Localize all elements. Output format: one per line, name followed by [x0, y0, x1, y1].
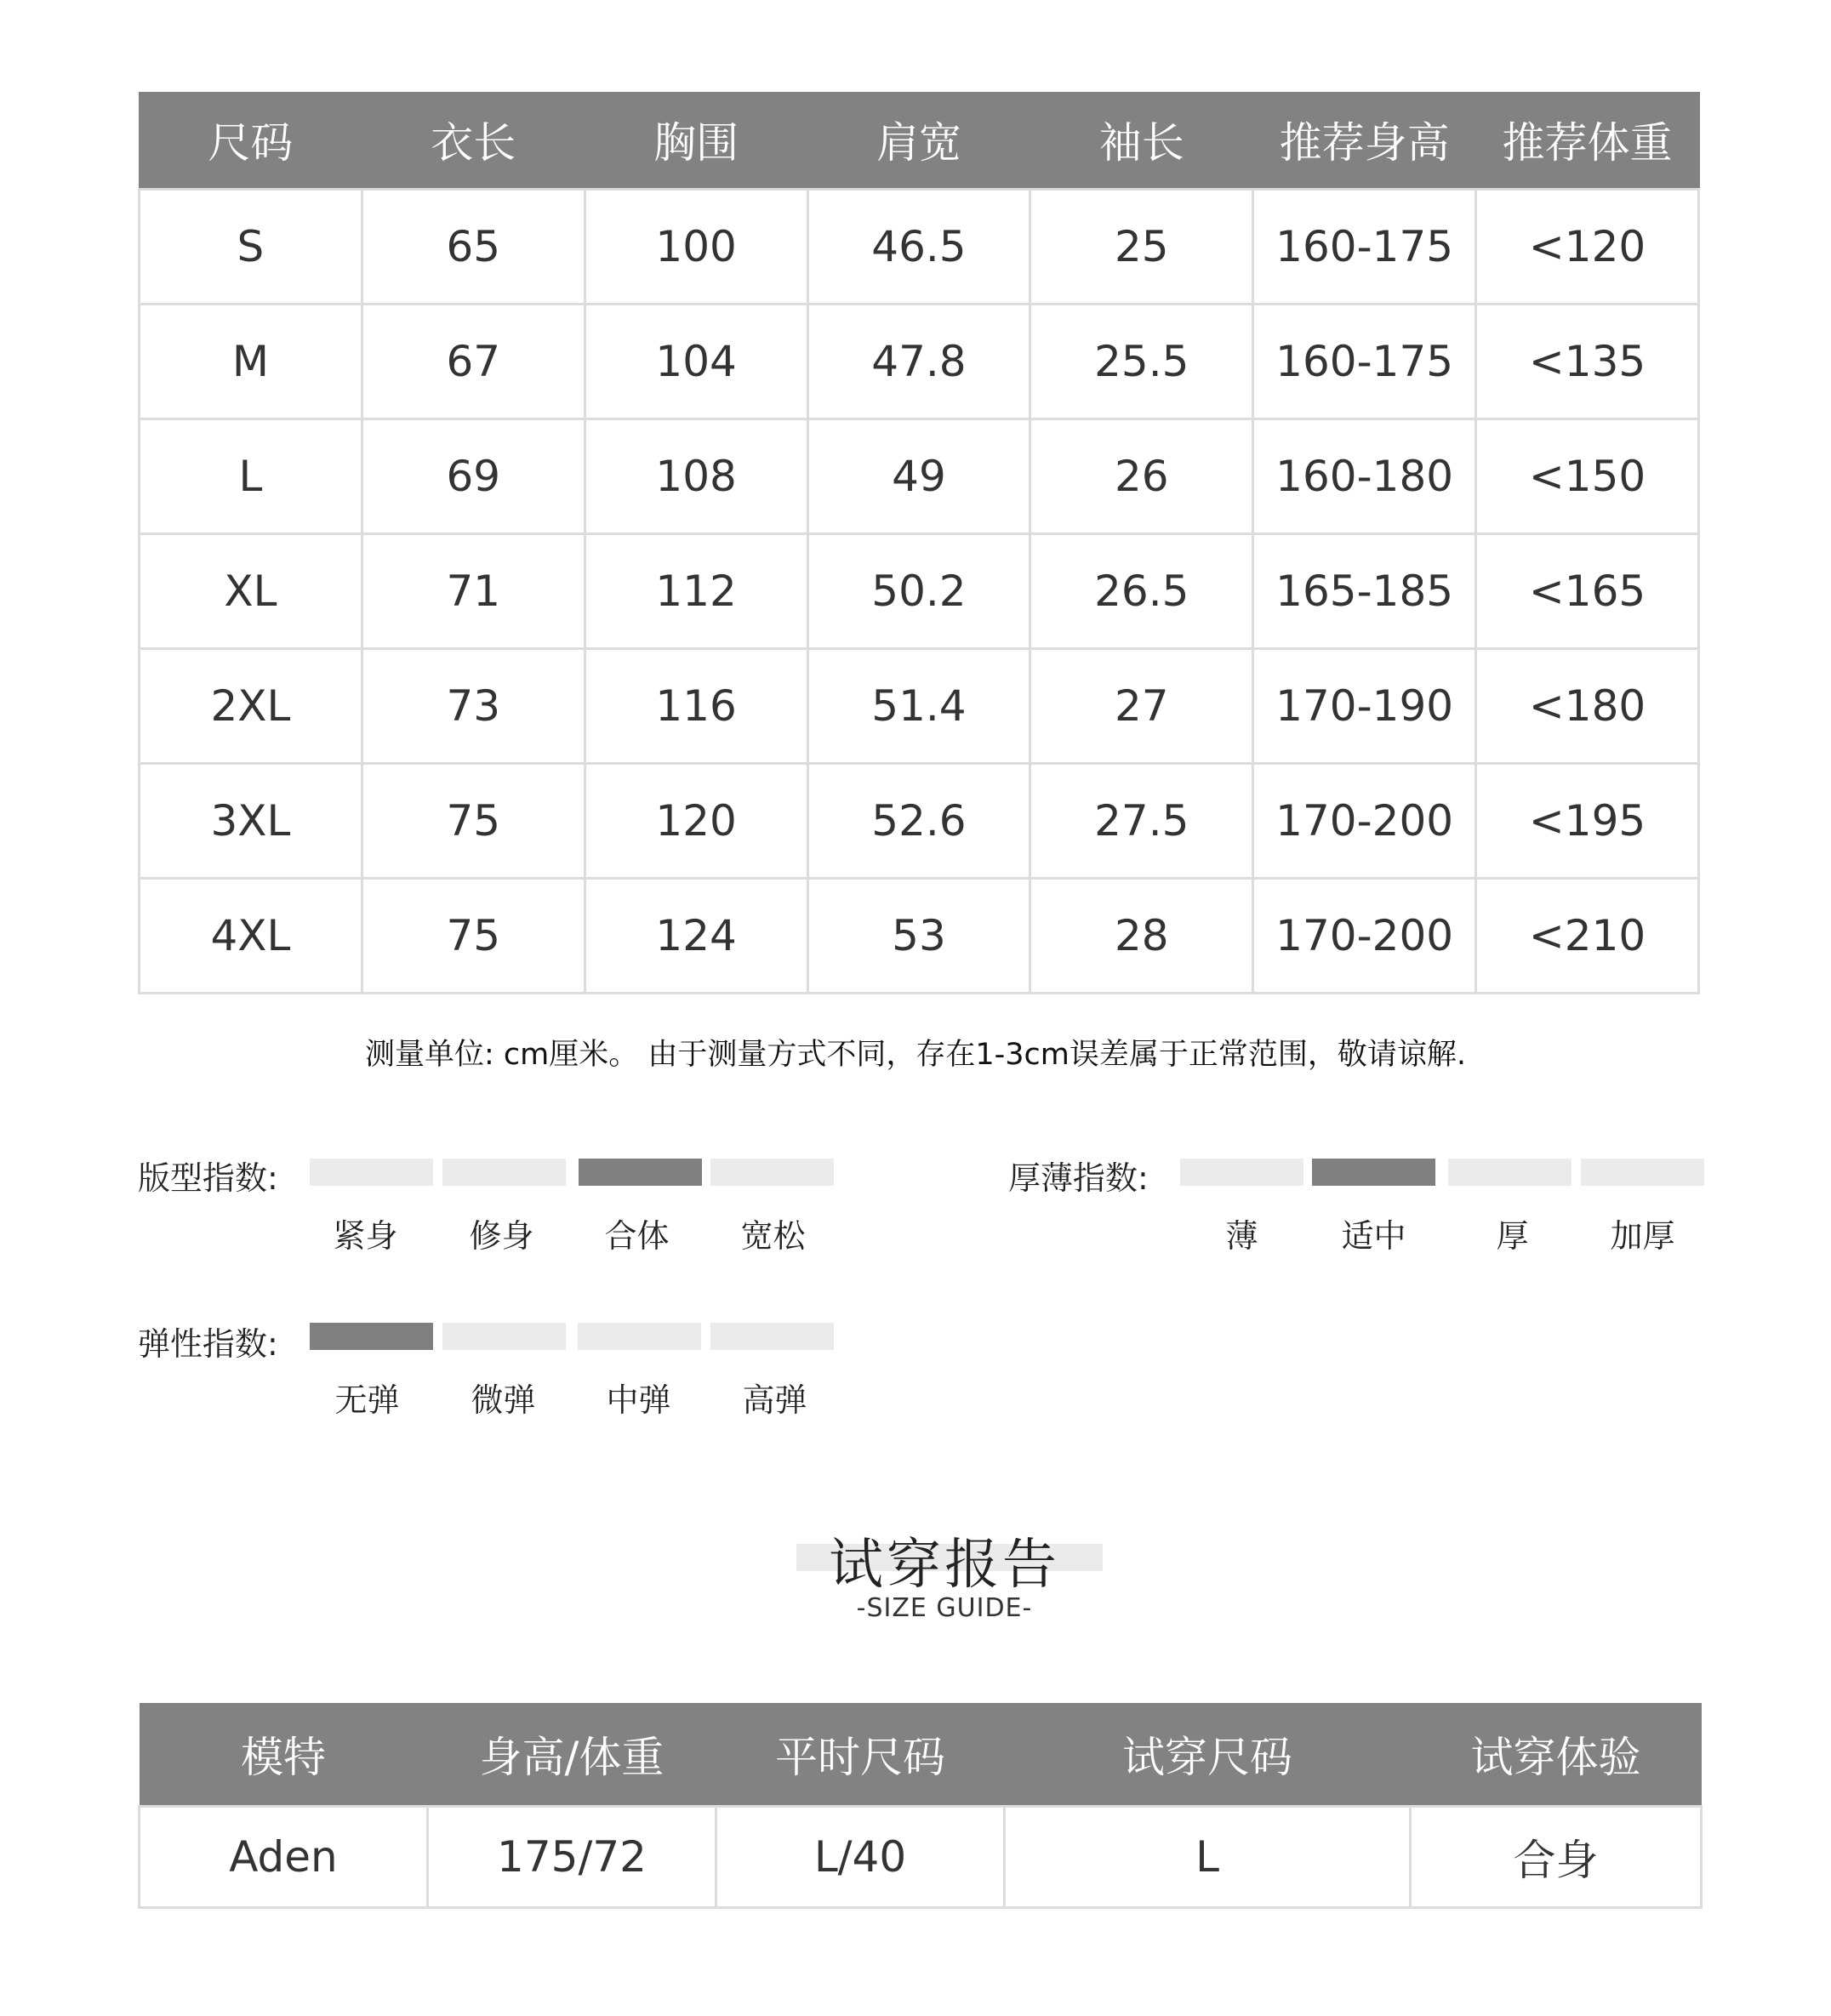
elasticity-bar-3: [710, 1323, 834, 1350]
elasticity-bar-2: [578, 1323, 701, 1350]
cell-length: 71: [362, 533, 585, 648]
cell-chest: 116: [585, 648, 807, 763]
cell-height: 160-175: [1253, 304, 1476, 419]
cell-size: M: [140, 304, 362, 419]
table-row: [140, 189, 1699, 304]
cell-height: 160-180: [1253, 419, 1476, 533]
cell-sleeve: 26.5: [1030, 533, 1253, 648]
fit-label-1: 修身: [469, 1217, 534, 1255]
thickness-label-0: 薄: [1225, 1217, 1258, 1255]
header-length: 衣长: [362, 92, 585, 189]
cell-chest: 120: [585, 763, 807, 878]
fit-index-title: 版型指数:: [138, 1159, 278, 1197]
cell-length: 67: [362, 304, 585, 419]
thickness-bar-1: [1312, 1159, 1435, 1186]
cell-chest: 124: [585, 878, 807, 993]
cell-size: L: [140, 419, 362, 533]
fit-label-0: 紧身: [333, 1217, 398, 1255]
cell-model: Aden: [140, 1806, 428, 1907]
cell-height-weight: 175/72: [428, 1806, 716, 1907]
elasticity-bar-1: [442, 1323, 566, 1350]
cell-chest: 108: [585, 419, 807, 533]
table-row: [140, 533, 1699, 648]
thickness-bar-2: [1448, 1159, 1571, 1186]
cell-size: 3XL: [140, 763, 362, 878]
report-subtitle: -SIZE GUIDE-: [856, 1593, 1033, 1623]
table-row: [140, 304, 1699, 419]
cell-chest: 100: [585, 189, 807, 304]
elasticity-label-2: 中弹: [606, 1381, 671, 1419]
cell-chest: 104: [585, 304, 807, 419]
thickness-bar-3: [1581, 1159, 1704, 1186]
cell-height: 170-200: [1253, 763, 1476, 878]
elasticity-bar-0: [310, 1323, 433, 1350]
cell-length: 69: [362, 419, 585, 533]
thickness-label-3: 加厚: [1610, 1217, 1675, 1255]
thickness-label-1: 适中: [1341, 1217, 1406, 1255]
cell-weight: <135: [1476, 304, 1699, 419]
header-shoulder: 肩宽: [807, 92, 1030, 189]
cell-height: 165-185: [1253, 533, 1476, 648]
header-height-weight: 身高/体重: [428, 1703, 716, 1806]
thickness-index-title: 厚薄指数:: [1008, 1159, 1149, 1197]
cell-size: 4XL: [140, 878, 362, 993]
cell-size: S: [140, 189, 362, 304]
fit-label-2: 合体: [604, 1217, 670, 1255]
cell-weight: <165: [1476, 533, 1699, 648]
size-table-header-row: [140, 92, 1699, 189]
cell-shoulder: 46.5: [807, 189, 1030, 304]
fit-bar-3: [710, 1159, 834, 1186]
table-row: [140, 763, 1699, 878]
header-usual-size: 平时尺码: [716, 1703, 1005, 1806]
cell-usual-size: L/40: [716, 1806, 1005, 1907]
cell-shoulder: 53: [807, 878, 1030, 993]
thickness-index: [1008, 1159, 1706, 1261]
cell-length: 73: [362, 648, 585, 763]
cell-tried-size: L: [1005, 1806, 1411, 1907]
elasticity-label-3: 高弹: [742, 1381, 807, 1419]
cell-sleeve: 28: [1030, 878, 1253, 993]
elasticity-label-0: 无弹: [334, 1381, 400, 1419]
fit-bar-2: [579, 1159, 702, 1186]
cell-sleeve: 25.5: [1030, 304, 1253, 419]
cell-shoulder: 50.2: [807, 533, 1030, 648]
cell-weight: <120: [1476, 189, 1699, 304]
fit-bar-1: [442, 1159, 566, 1186]
cell-length: 75: [362, 878, 585, 993]
cell-shoulder: 52.6: [807, 763, 1030, 878]
header-sleeve: 袖长: [1030, 92, 1253, 189]
fit-index: [138, 1159, 836, 1261]
cell-shoulder: 51.4: [807, 648, 1030, 763]
cell-shoulder: 49: [807, 419, 1030, 533]
cell-height: 170-190: [1253, 648, 1476, 763]
cell-size: XL: [140, 533, 362, 648]
cell-weight: <210: [1476, 878, 1699, 993]
fit-bar-0: [310, 1159, 433, 1186]
header-tried-size: 试穿尺码: [1005, 1703, 1411, 1806]
elasticity-index: [138, 1323, 836, 1425]
cell-sleeve: 27.5: [1030, 763, 1253, 878]
measurement-note: 测量单位: cm厘米。 由于测量方式不同，存在1-3cm误差属于正常范围，敬请谅解.: [364, 1038, 1466, 1072]
header-chest: 胸围: [585, 92, 807, 189]
report-title: 试穿报告: [829, 1534, 1060, 1597]
cell-sleeve: 27: [1030, 648, 1253, 763]
cell-height: 170-200: [1253, 878, 1476, 993]
table-row: [140, 419, 1699, 533]
thickness-label-2: 厚: [1496, 1217, 1529, 1255]
cell-height: 160-175: [1253, 189, 1476, 304]
cell-length: 65: [362, 189, 585, 304]
elasticity-label-1: 微弹: [471, 1381, 536, 1419]
table-row: [140, 878, 1699, 993]
cell-sleeve: 26: [1030, 419, 1253, 533]
table-row: [140, 1806, 1702, 1907]
header-model: 模特: [140, 1703, 428, 1806]
elasticity-index-title: 弹性指数:: [138, 1325, 278, 1363]
cell-weight: <180: [1476, 648, 1699, 763]
header-size: 尺码: [140, 92, 362, 189]
header-weight: 推荐体重: [1476, 92, 1699, 189]
size-table: [138, 92, 1700, 994]
header-experience: 试穿体验: [1411, 1703, 1702, 1806]
cell-weight: <150: [1476, 419, 1699, 533]
fit-label-3: 宽松: [740, 1217, 806, 1255]
cell-chest: 112: [585, 533, 807, 648]
cell-weight: <195: [1476, 763, 1699, 878]
cell-sleeve: 25: [1030, 189, 1253, 304]
model-table: [138, 1703, 1703, 1909]
thickness-bar-0: [1180, 1159, 1303, 1186]
cell-size: 2XL: [140, 648, 362, 763]
model-table-header-row: [140, 1703, 1702, 1806]
table-row: [140, 648, 1699, 763]
cell-shoulder: 47.8: [807, 304, 1030, 419]
cell-length: 75: [362, 763, 585, 878]
cell-experience: 合身: [1411, 1806, 1702, 1907]
header-height: 推荐身高: [1253, 92, 1476, 189]
